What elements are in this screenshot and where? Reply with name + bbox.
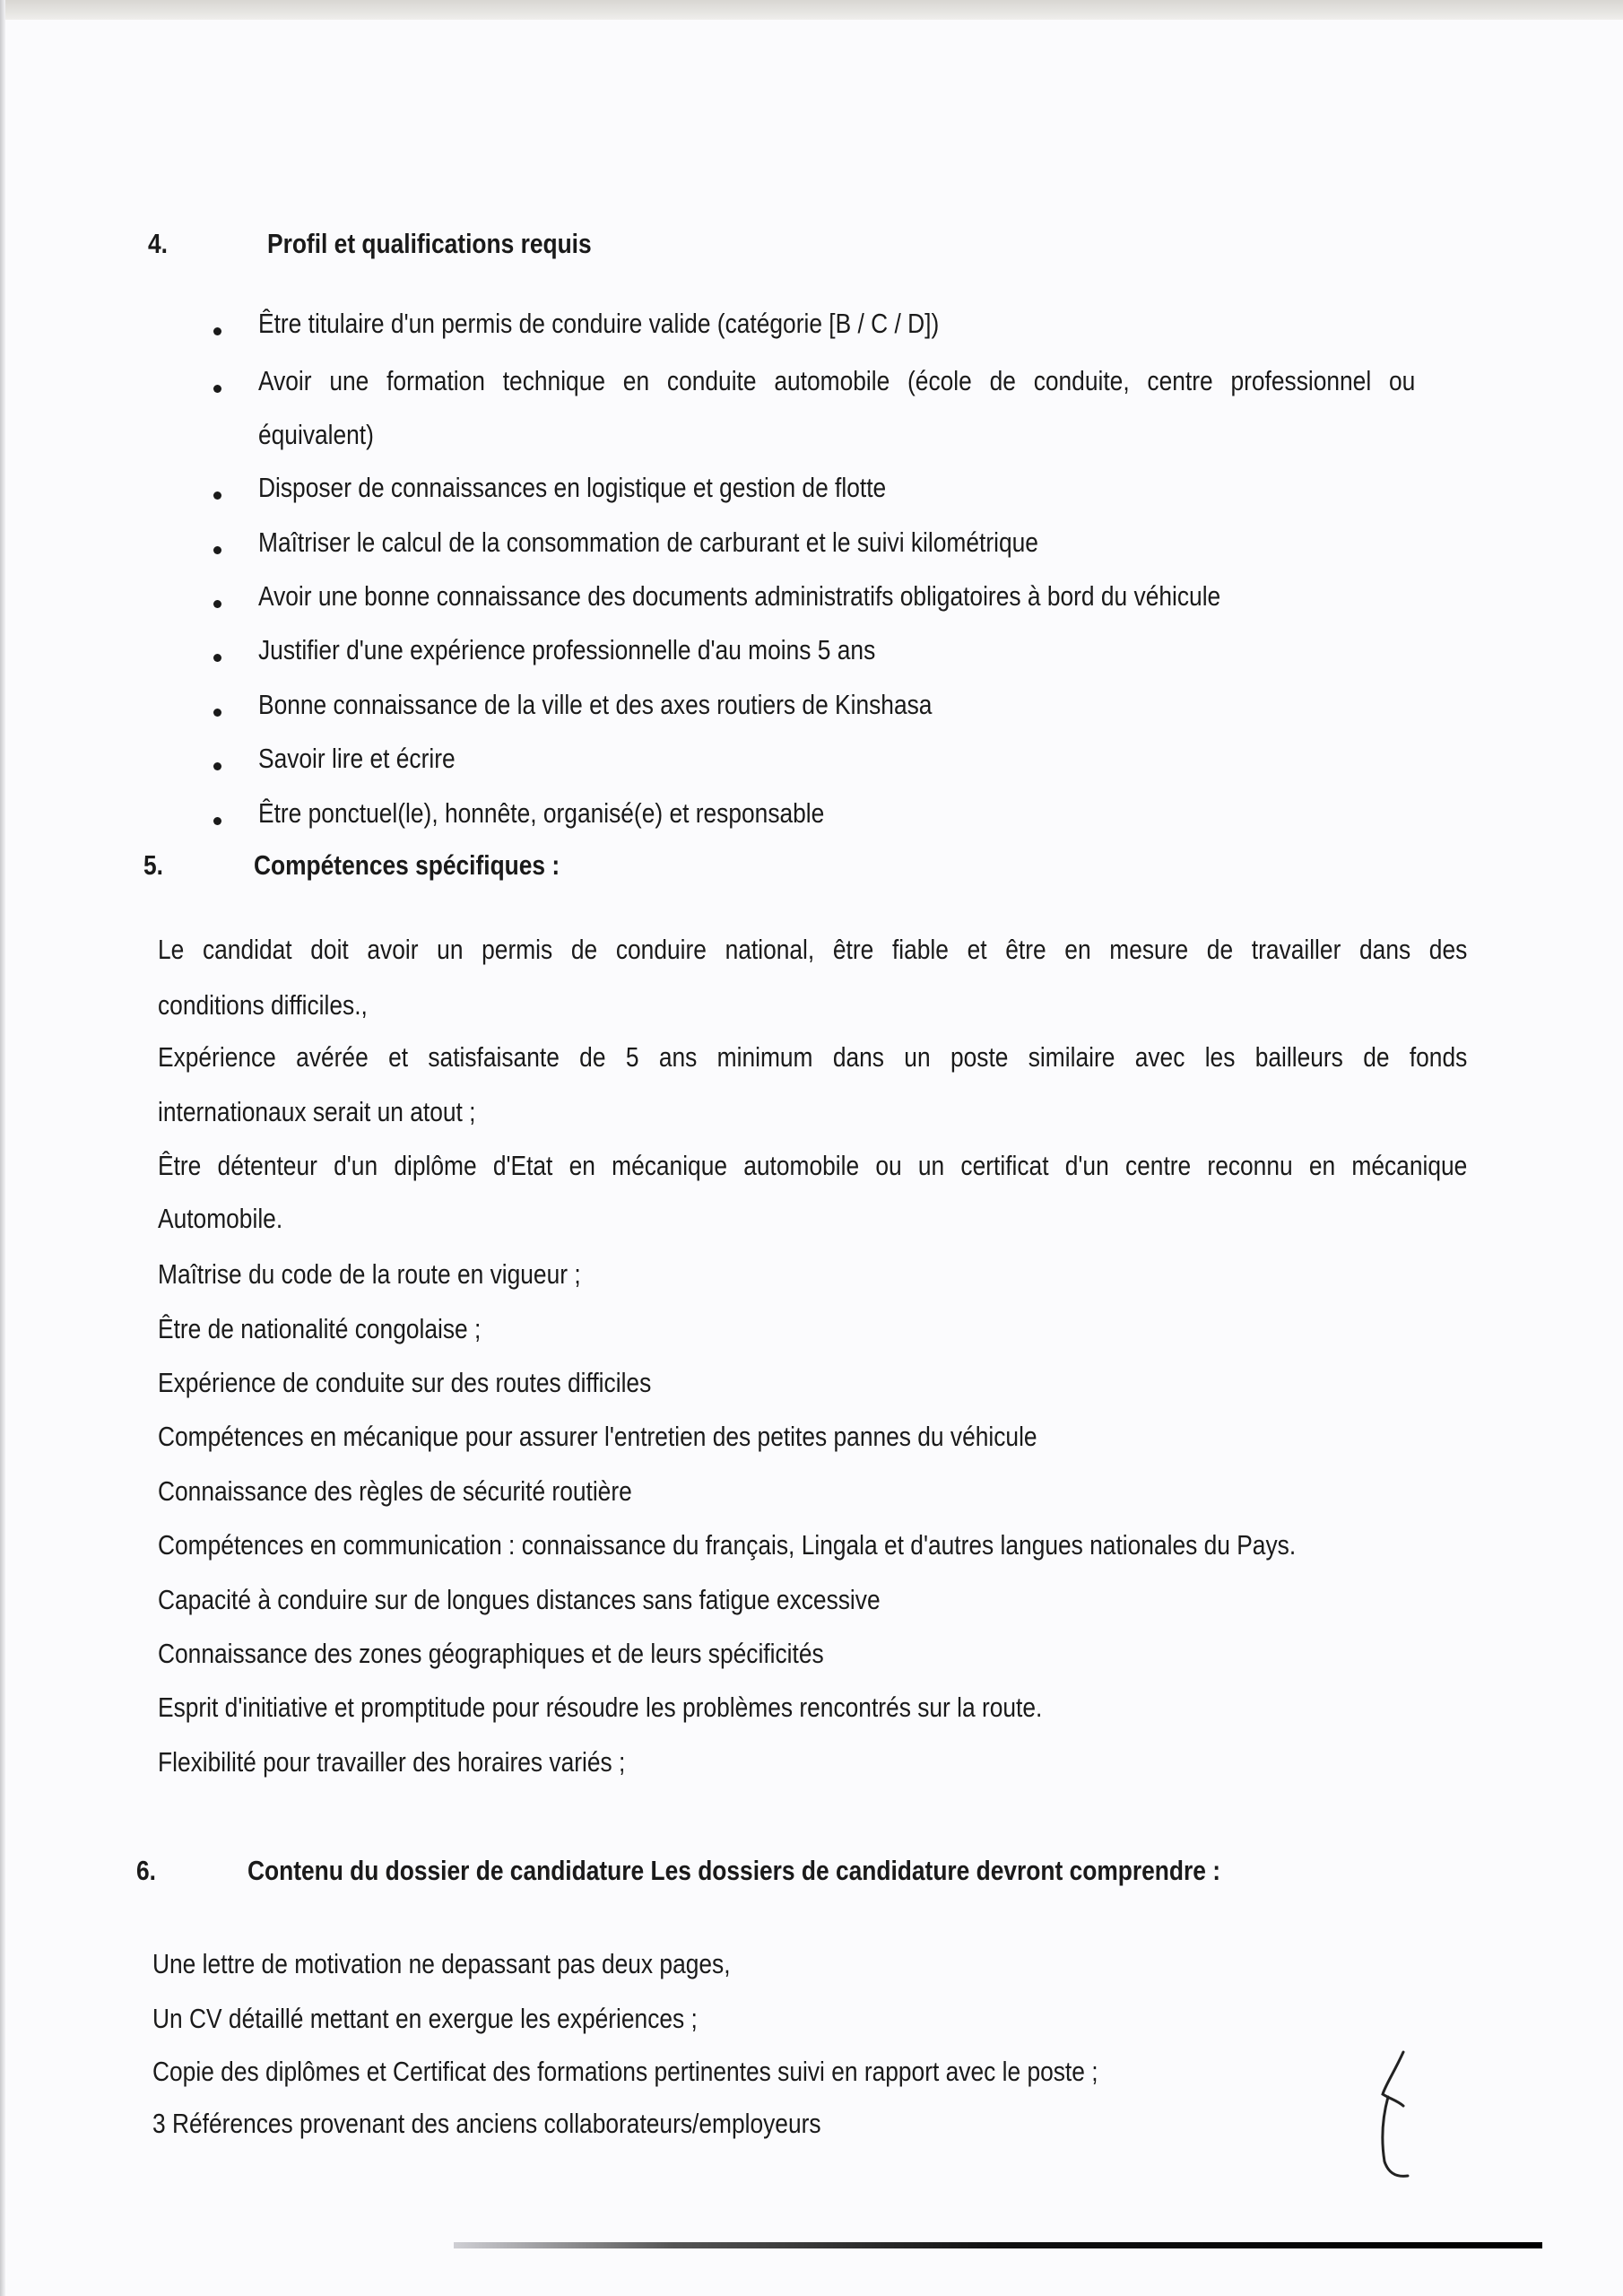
list-item: Bonne connaissance de la ville et des axes routiers de Kinshasa bbox=[258, 689, 933, 720]
paragraph-line: Maîtrise du code de la route en vigueur ; bbox=[158, 1258, 581, 1290]
paragraph-line: 3 Références provenant des anciens collaborateurs/employeurs bbox=[152, 2108, 821, 2139]
paragraph-line: internationaux serait un atout ; bbox=[158, 1096, 476, 1127]
handwritten-initial-signature bbox=[1363, 2036, 1462, 2188]
paragraph-line: Compétences en mécanique pour assurer l'entretien des petites pannes du véhicule bbox=[158, 1421, 1037, 1452]
bullet-icon bbox=[213, 817, 221, 825]
paragraph-line: conditions difficiles., bbox=[158, 989, 368, 1021]
section-5-number: 5. bbox=[143, 849, 163, 881]
list-item: Avoir une bonne connaissance des documents administratifs obligatoires à bord du véhicule bbox=[258, 580, 1221, 612]
paragraph-line: Un CV détaillé mettant en exergue les expériences ; bbox=[152, 2003, 698, 2034]
paragraph-line: Connaissance des zones géographiques et de leurs spécificités bbox=[158, 1638, 824, 1669]
bullet-icon bbox=[213, 546, 221, 554]
paragraph-line: Compétences en communication : connaissance du français, Lingala et d'autres langues nationales du Pays. bbox=[158, 1529, 1297, 1561]
bullet-icon bbox=[213, 654, 221, 662]
section-6-title: Contenu du dossier de candidature Les dossiers de candidature devront comprendre : bbox=[247, 1855, 1220, 1886]
list-item: Être ponctuel(le), honnête, organisé(e) et responsable bbox=[258, 797, 825, 829]
scan-top-edge bbox=[0, 0, 1623, 20]
paragraph-line: Expérience de conduite sur des routes difficiles bbox=[158, 1367, 652, 1398]
list-item: Avoir une formation technique en conduite automobile (école de conduite, centre professionnel ou bbox=[258, 365, 1416, 396]
paragraph-line: Une lettre de motivation ne depassant pas deux pages, bbox=[152, 1948, 731, 1979]
paragraph-line: Expérience avérée et satisfaisante de 5 ans minimum dans un poste similaire avec les bailleurs de fonds bbox=[158, 1041, 1468, 1073]
paragraph-line: Être de nationalité congolaise ; bbox=[158, 1313, 482, 1344]
list-item: Être titulaire d'un permis de conduire valide (catégorie [B / C / D]) bbox=[258, 308, 940, 339]
bullet-icon bbox=[213, 709, 221, 717]
scan-left-edge bbox=[0, 0, 5, 2296]
paragraph-line: Connaissance des règles de sécurité routière bbox=[158, 1475, 632, 1507]
bullet-icon bbox=[213, 762, 221, 770]
section-5-title: Compétences spécifiques : bbox=[254, 849, 560, 881]
paragraph-line: Être détenteur d'un diplôme d'Etat en mécanique automobile ou un certificat d'un centre reconnu en mécanique bbox=[158, 1150, 1468, 1181]
list-item: Savoir lire et écrire bbox=[258, 743, 456, 774]
bullet-icon bbox=[213, 327, 221, 335]
paragraph-line: Copie des diplômes et Certificat des formations pertinentes suivi en rapport avec le poste ; bbox=[152, 2056, 1098, 2087]
paragraph-line: Automobile. bbox=[158, 1203, 283, 1234]
paragraph-line: Le candidat doit avoir un permis de conduire national, être fiable et être en mesure de travailler dans des bbox=[158, 934, 1468, 965]
list-item: Disposer de connaissances en logistique et gestion de flotte bbox=[258, 472, 887, 503]
footer-rule bbox=[454, 2242, 1542, 2248]
list-item: Justifier d'une expérience professionnelle d'au moins 5 ans bbox=[258, 634, 876, 665]
bullet-icon bbox=[213, 600, 221, 608]
section-4-number: 4. bbox=[148, 228, 168, 259]
paragraph-line: Flexibilité pour travailler des horaires variés ; bbox=[158, 1746, 626, 1778]
paragraph-line: Capacité à conduire sur de longues distances sans fatigue excessive bbox=[158, 1584, 881, 1615]
bullet-icon bbox=[213, 385, 221, 393]
list-item: Maîtriser le calcul de la consommation de carburant et le suivi kilométrique bbox=[258, 526, 1038, 558]
section-4-title: Profil et qualifications requis bbox=[267, 228, 592, 259]
paragraph-line: Esprit d'initiative et promptitude pour résoudre les problèmes rencontrés sur la route. bbox=[158, 1692, 1043, 1723]
section-6-number: 6. bbox=[136, 1855, 156, 1886]
list-item-continuation: équivalent) bbox=[258, 419, 374, 450]
bullet-icon bbox=[213, 491, 221, 500]
